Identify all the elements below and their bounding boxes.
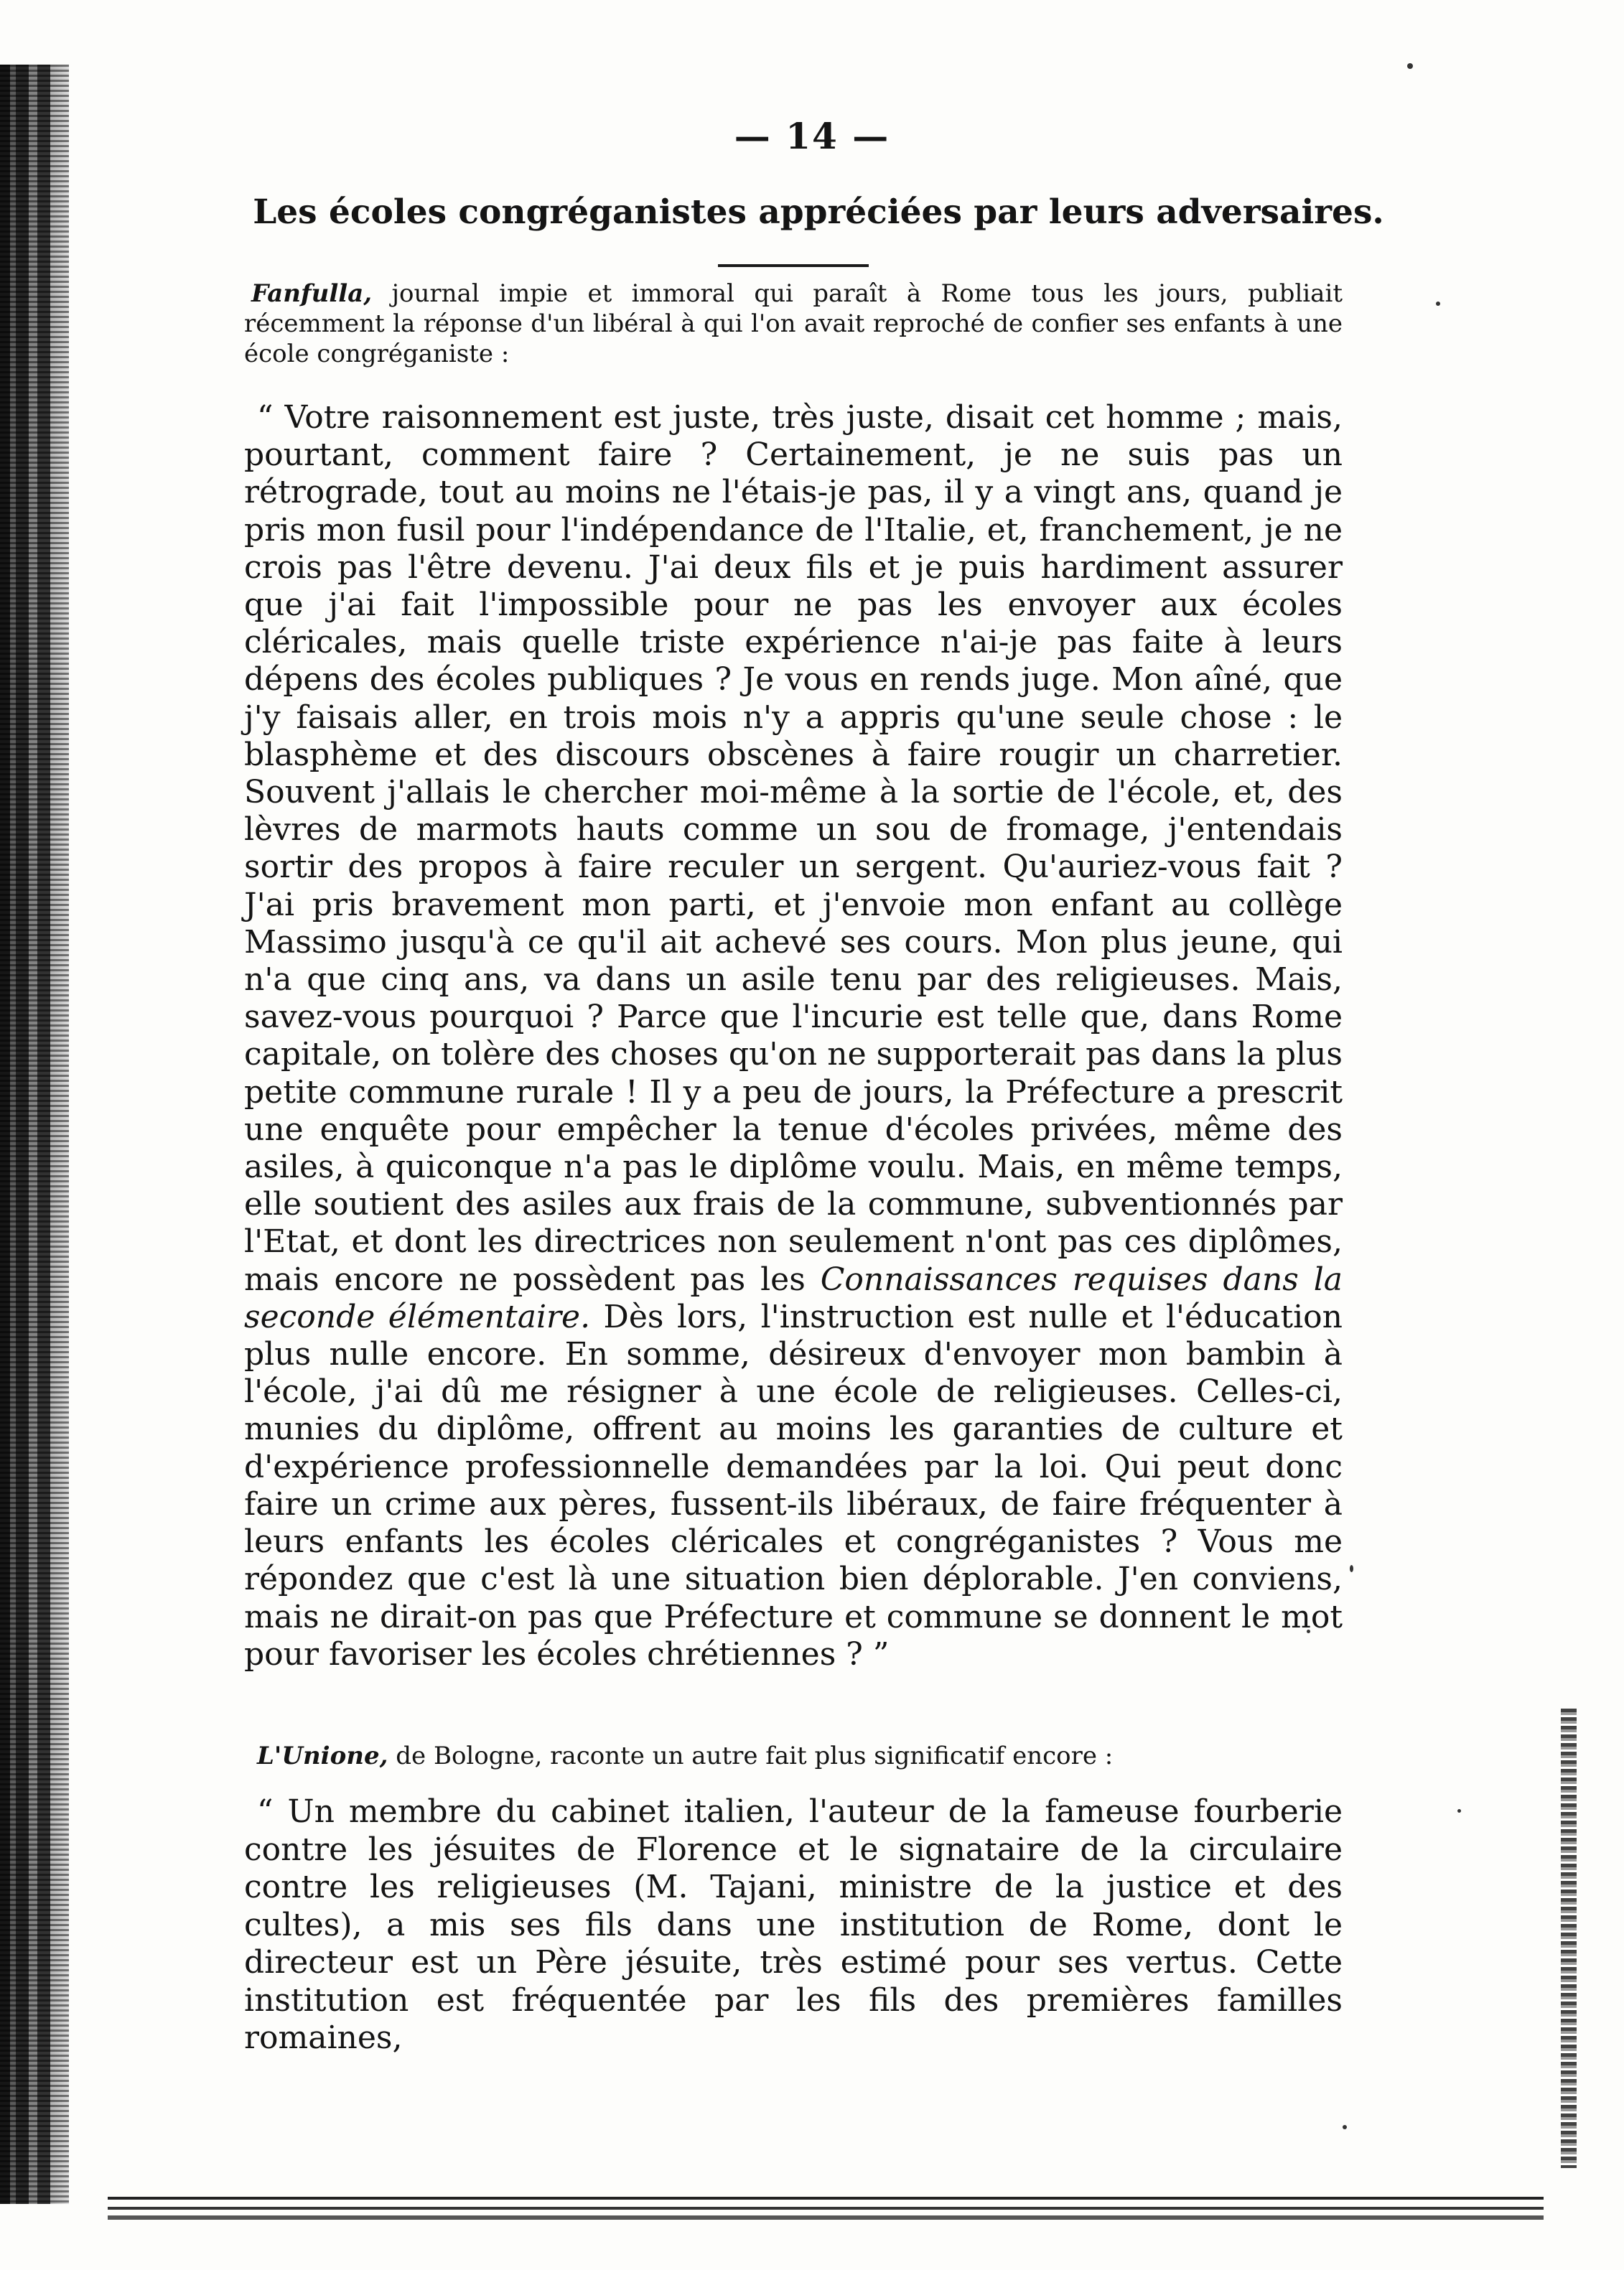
intro-text: de Bologne, raconte un autre fait plus significatif encore :	[388, 1742, 1114, 1770]
scan-speck	[1436, 302, 1440, 306]
page-number: — 14 —	[734, 115, 890, 157]
second-intro-paragraph	[244, 1740, 1343, 1772]
intro-paragraph	[244, 279, 1343, 369]
source-name: Fanfulla,	[251, 279, 373, 308]
scan-speck	[1350, 1565, 1353, 1572]
quotation-text: “ Votre raisonnement est juste, très juste, disait cet homme ; mais, pourtant, comment faire ? Certainement, je ne suis pas un rétrograde, tout au moins ne l'étais-je pas, il y a vingt ans, quand je pris mon fusil pour l'indépendance de l'Italie, et, franchement, je ne crois pas l'être devenu. J'ai deux fils et je puis hardiment assurer que j'ai fait l'impossible pour ne pas les envoyer aux écoles cléricales, mais quelle triste expérience n'ai-je pas faite à leurs dépens des écoles publiques ? Je vous en rends juge. Mon aîné, que j'y faisais aller, en trois mois n'y a appris qu'une seule chose : le blasphème et des discours obscènes à faire rougir un charretier. Souvent j'allais le chercher moi-même à la sortie de l'école, et, des lèvres de marmots hauts comme un sou de fromage, j'entendais sortir des propos à faire reculer un sergent. Qu'auriez-vous fait ? J'ai pris bravement mon parti, et j'envoie mon enfant au collège Massimo jusqu'à ce qu'il ait achevé ses cours. Mon plus jeune, qui n'a que cinq ans, va dans un asile tenu par des religieuses. Mais, savez-vous pourquoi ? Parce que l'incurie est telle que, dans Rome capitale, on tolère des choses qu'on ne supporterait pas dans la plus petite commune rurale ! Il y a peu de jours, la Préfecture a prescrit une enquête pour empêcher la tenue d'écoles privées, même des asiles, à quiconque n'a pas le diplôme voulu. Mais, en même temps, elle soutient des asiles aux frais de la commune, subventionnés par l'Etat, et dont les directrices non seulement n'ont pas ces diplômes, mais encore ne possèdent pas les	[244, 399, 1343, 1298]
quotation-italic-text: Connaissances requises dans la seconde élémentaire.	[244, 1261, 1343, 1335]
scan-speck	[1457, 1809, 1461, 1813]
quotation-paragraph	[244, 399, 1343, 1673]
bottom-edge-artifact	[108, 2197, 1544, 2225]
scan-artifact-right	[1561, 1709, 1577, 2168]
intro-text: journal impie et immoral qui paraît à Rome tous les jours, publiait récemment la réponse d'un libéral à qui l'on avait reproché de confier ses enfants à une école congréganiste :	[244, 279, 1343, 368]
second-quotation-paragraph: “ Un membre du cabinet italien, l'auteur de la fameuse fourberie contre les jésuites de Florence et le signataire de la circulaire contre les religieuses (M. Tajani, ministre de la justice et des cultes), a mis ses fils dans une institution de Rome, dont le directeur est un Père jésuite, très estimé pour ses vertus. Cette institution est fréquentée par les fils des premières familles romaines,	[244, 1793, 1343, 2056]
binding-edge	[0, 65, 69, 2204]
scan-speck	[1343, 2125, 1347, 2129]
quotation-text-continued: Dès lors, l'instruction est nulle et l'éducation plus nulle encore. En somme, désireux d'envoyer mon bambin à l'école, j'ai dû me résigner à une école de religieuses. Celles-ci, munies du diplôme, offrent au moins les garanties de culture et d'expérience professionnelle demandées par la loi. Qui peut donc faire un crime aux pères, fussent-ils libéraux, de faire fréquenter à leurs enfants les écoles cléricales et congréganistes ? Vous me répondez que c'est là une situation bien déplorable. J'en conviens, mais ne dirait-on pas que Préfecture et commune se donnent le mot pour favoriser les écoles chrétiennes ? ”	[244, 1298, 1343, 1673]
page-title: Les écoles congréganistes appréciées par leurs adversaires.	[253, 192, 1384, 232]
title-divider	[718, 264, 869, 267]
source-name: L'Unione,	[257, 1742, 388, 1770]
scan-speck	[1407, 63, 1413, 69]
